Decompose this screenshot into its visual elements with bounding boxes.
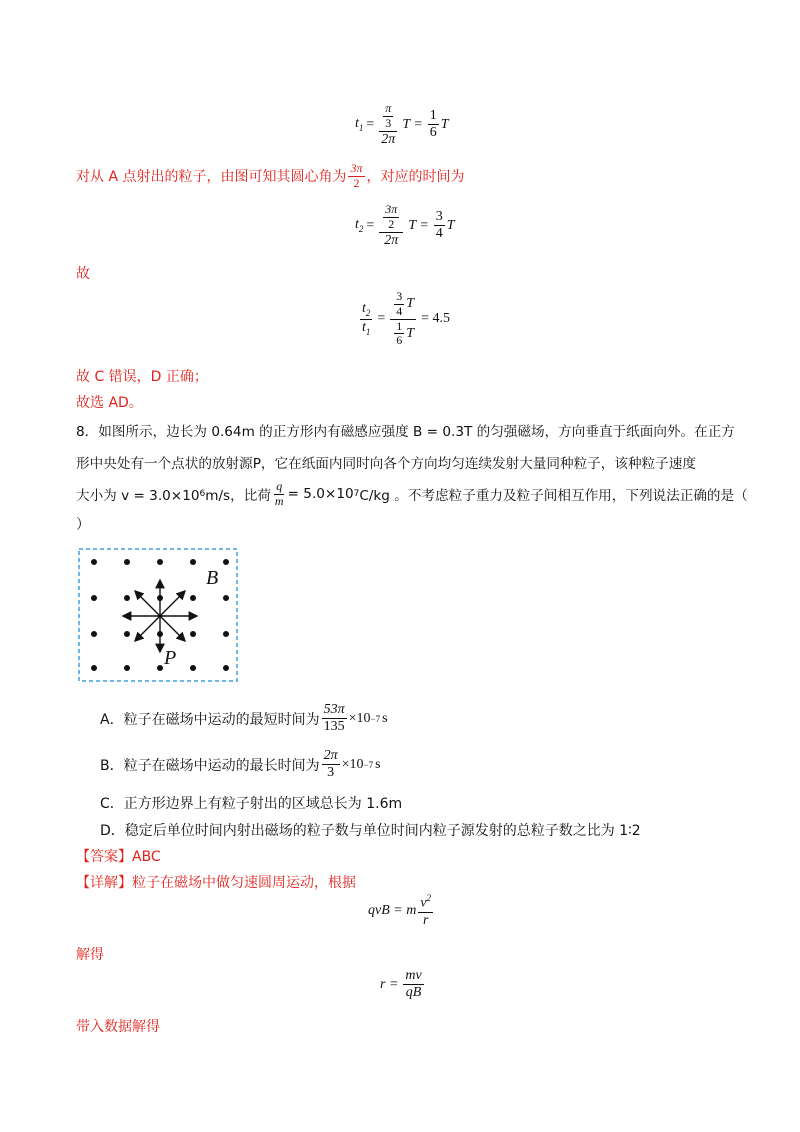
equation-t1: $t_1$ = $\frac{\frac{\pi}{3}}{2\pi}$ T = $\frac{1}{6}$ T: [355, 101, 449, 147]
velocity-arrows: [123, 580, 197, 652]
equation-ratio: $\frac{t_2}{t_1}$ = $\frac{3}{4}$ T $\frac{1}{6}$ T = 4.5: [362, 289, 450, 348]
option-c: C．正方形边界上有粒子射出的区域总长为 1.6m: [100, 796, 403, 812]
t1-symbol: $t_1$: [355, 116, 364, 134]
label-b: B: [206, 567, 219, 589]
t2-result-fraction: $\frac{3}{4}$: [435, 209, 443, 242]
detail-line: 【详解】粒子在磁场中做匀速圆周运动，根据: [76, 875, 356, 891]
option-b: B．粒子在磁场中运动的最长时间为 $\frac{2\pi}{3}$ ×10 −7 s: [100, 748, 381, 781]
magnetic-field-figure: [78, 548, 238, 682]
text-point-a: 对从 A 点射出的粒子，由图可知其圆心角为 $\frac{3\pi}{2}$ ，对应的时间为: [76, 161, 465, 190]
text-jiede: 解得: [76, 947, 104, 963]
t2-outer-fraction: $\frac{\frac{3\pi}{2}}{2\pi}$: [379, 203, 403, 249]
equation-t2: $t_2$ = $\frac{\frac{3\pi}{2}}{2\pi}$ T = $\frac{3}{4}$ T: [355, 202, 455, 248]
option-d: D．稳定后单位时间内射出磁场的粒子数与单位时间内粒子源发射的总粒子数之比为 1∶2: [100, 823, 641, 839]
equation-radius: r = $\frac{mv}{qB}$: [380, 968, 422, 1001]
t1-result-fraction: $\frac{1}{6}$: [429, 108, 437, 141]
answer-line: 【答案】ABC: [76, 849, 161, 865]
figure-svg: [78, 548, 238, 682]
ratio-lhs: $\frac{t_2}{t_1}$: [362, 301, 371, 337]
label-p: P: [164, 647, 177, 669]
t1-outer-fraction: $\frac{\frac{\pi}{3}}{2\pi}$: [381, 101, 396, 147]
question-8-line-1: 8．如图所示，边长为 0.64m 的正方形内有磁感应强度 B = 0.3T 的匀强磁场，方向垂直于纸面向外。在正方: [76, 424, 735, 440]
text-conclusion-2: 故选 AD。: [76, 395, 143, 411]
equation-lorentz: qvB = m $\frac{v^2}{r}$: [368, 893, 432, 928]
question-8-line-4: ）: [76, 517, 90, 533]
text-gu: 故: [76, 266, 90, 282]
question-8-line-3: 大小为 v = 3.0×10 6 m/s，比荷 $\frac{q}{m}$ = 5.0×10 7 C/kg 。不考虑粒子重力及粒子间相互作用，下列说法正确的是（: [76, 479, 748, 508]
question-8-line-2: 形中央处有一个点状的放射源P，它在纸面内同时向各个方向均匀连续发射大量同种粒子，该种粒子速度: [76, 456, 696, 472]
text-conclusion-1: 故 C 错误，D 正确；: [76, 369, 208, 385]
option-a: A．粒子在磁场中运动的最短时间为 $\frac{53\pi}{135}$ ×10 −7 s: [100, 702, 388, 735]
ratio-middle: $\frac{3}{4}$ T $\frac{1}{6}$ T: [390, 290, 416, 348]
text-dairu: 带入数据解得: [76, 1019, 160, 1035]
